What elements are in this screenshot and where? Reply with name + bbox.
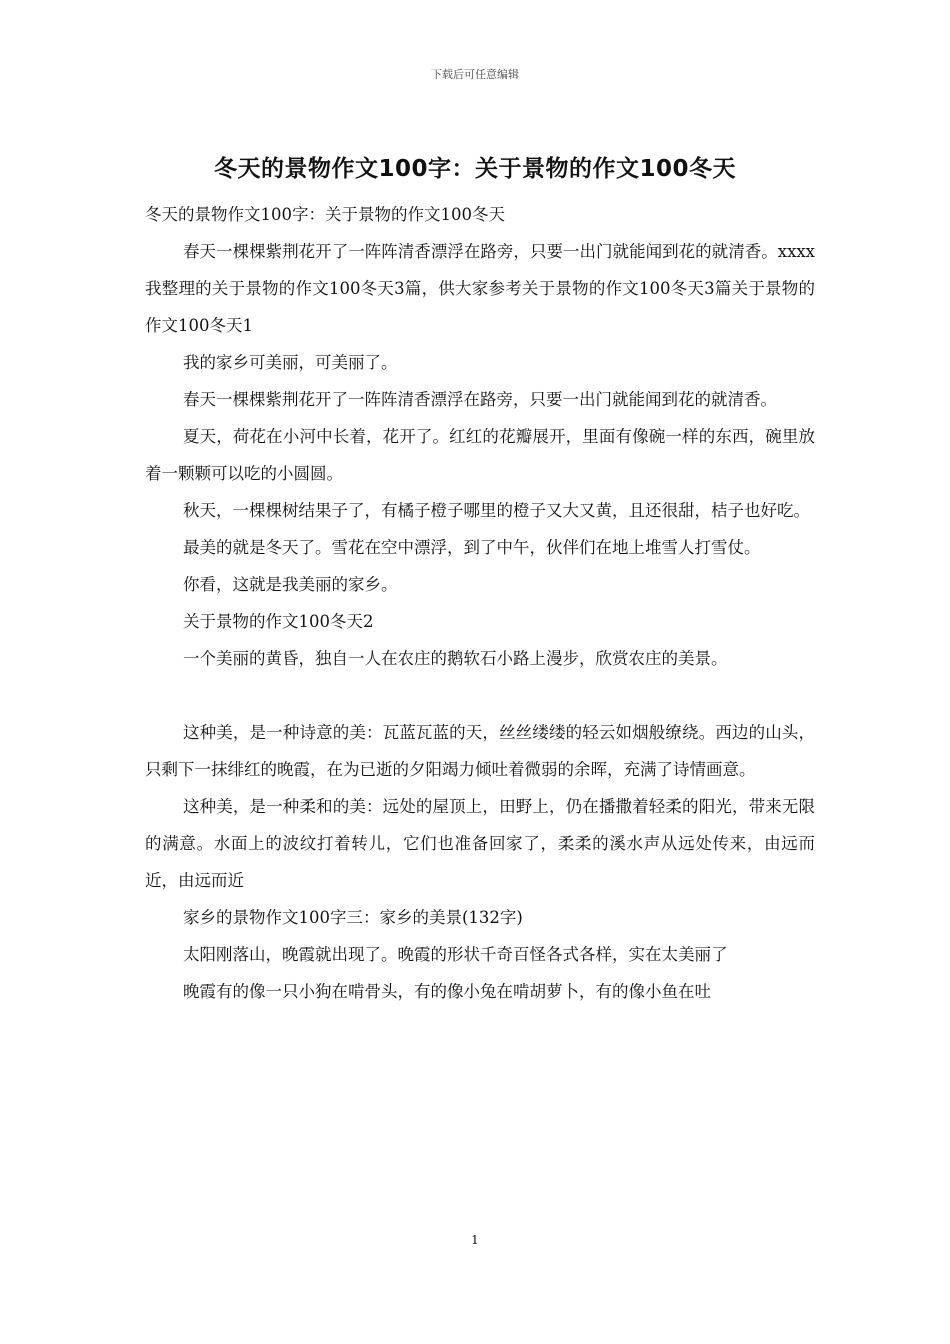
paragraph: 一个美丽的黄昏，独自一人在农庄的鹅软石小路上漫步，欣赏农庄的美景。 [183, 649, 728, 668]
document-body [145, 196, 815, 1010]
section-heading: 家乡的景物作文100字三：家乡的美景(132字) [183, 908, 523, 927]
section-heading: 关于景物的作文100冬天2 [183, 612, 374, 631]
blank-line [145, 677, 815, 714]
paragraph: 你看，这就是我美丽的家乡。 [183, 575, 398, 594]
paragraph: 这种美，是一种柔和的美：远处的屋顶上，田野上，仍在播撒着轻柔的阳光，带来无限的满意。水面上的波纹打着转儿，它们也准备回家了，柔柔的溪水声从远处传来，由远而近，由远而近 [145, 797, 815, 890]
subtitle-paragraph: 冬天的景物作文100字：关于景物的作文100冬天 [145, 205, 505, 224]
paragraph: 晚霞有的像一只小狗在啃骨头，有的像小兔在啃胡萝卜，有的像小鱼在吐 [183, 982, 711, 1001]
document-title: 冬天的景物作文100字：关于景物的作文100冬天 [213, 156, 737, 182]
paragraph: 我的家乡可美丽，可美丽了。 [183, 353, 398, 372]
page-number: 1 [471, 1233, 479, 1247]
intro-paragraph: 春天一棵棵紫荆花开了一阵阵清香漂浮在路旁，只要一出门就能闻到花的就清香。xxxx我整理的关于景物的作文100冬天3篇，供大家参考关于景物的作文100冬天3篇关于景物的作文100冬天1 [145, 242, 815, 335]
paragraph: 春天一棵棵紫荆花开了一阵阵清香漂浮在路旁，只要一出门就能闻到花的就清香。 [183, 390, 777, 409]
paragraph: 秋天，一棵棵树结果子了，有橘子橙子哪里的橙子又大又黄，且还很甜，桔子也好吃。 [183, 501, 810, 520]
page-header-note: 下载后可任意编辑 [431, 68, 519, 81]
paragraph: 这种美，是一种诗意的美：瓦蓝瓦蓝的天，丝丝缕缕的轻云如烟般缭绕。西边的山头，只剩下一抹绯红的晚霞，在为已逝的夕阳竭力倾吐着微弱的余晖，充满了诗情画意。 [145, 723, 815, 779]
paragraph: 夏天，荷花在小河中长着，花开了。红红的花瓣展开，里面有像碗一样的东西，碗里放着一颗颗可以吃的小圆圆。 [145, 427, 815, 483]
paragraph: 太阳刚落山，晚霞就出现了。晚霞的形状千奇百怪各式各样，实在太美丽了 [183, 945, 728, 964]
paragraph: 最美的就是冬天了。雪花在空中漂浮，到了中午，伙伴们在地上堆雪人打雪仗。 [183, 538, 761, 557]
